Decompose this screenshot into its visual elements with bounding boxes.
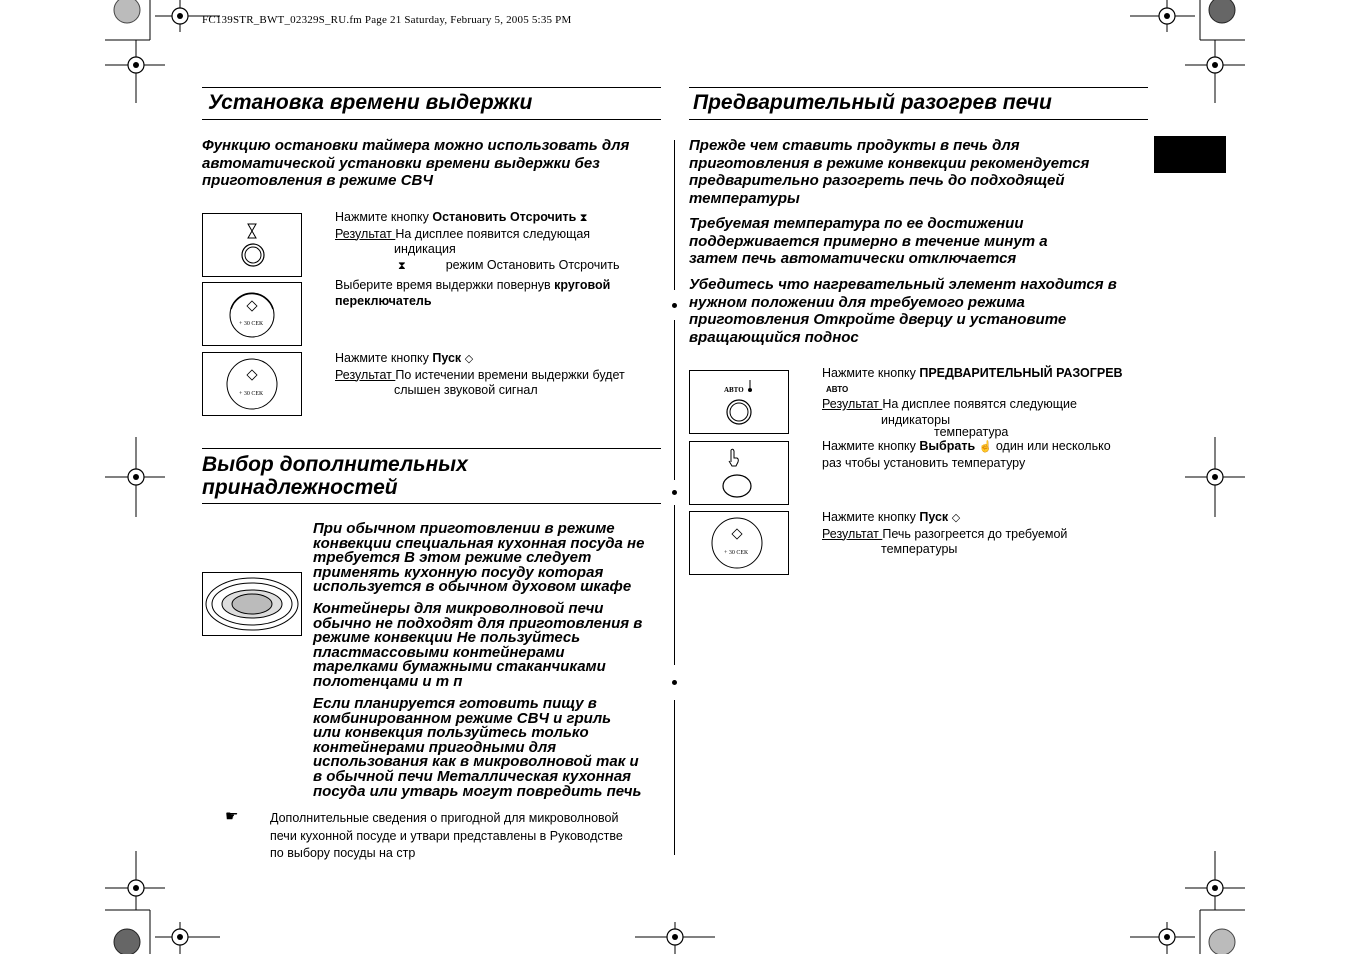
preheat-section-title: Предварительный разогрев печи <box>693 91 1052 114</box>
stop-timer-button-illustration <box>202 213 302 277</box>
select-button-illustration <box>689 441 789 505</box>
timer-step-3: Нажмите кнопку Пуск ◇ Результат По истечении времени выдержки будет слышен звуковой сигнал <box>335 351 625 397</box>
center-dot <box>672 303 677 308</box>
auto-label: АВТО <box>724 386 744 394</box>
accessories-para-1: При обычном приготовлении в режиме конвекции специальная кухонная посуда не требуется В этом режиме следует применять кухонную посуду которая используется в обычном духовом шкафе <box>313 520 645 596</box>
timer-intro: Функцию остановки таймера можно использовать для автоматической установки времени выдержки без приготовления в режиме СВЧ <box>202 137 630 190</box>
hourglass-icon <box>203 214 301 276</box>
turntable-icon <box>203 573 301 635</box>
page-tab <box>1154 136 1226 173</box>
start-button-illustration <box>202 352 302 416</box>
preheat-temp-label: температура <box>934 425 1009 439</box>
hourglass-icon: ⧗ <box>398 259 406 272</box>
preheat-intro-3: Убедитесь что нагревательный элемент находится в нужном положении для требуемого режима приготовления Откройте дверцу и установите вращающийся поднос <box>689 276 1117 346</box>
accessories-para-3: Если планируется готовить пищу в комбинированном режиме СВЧ и гриль или конвекция пользуйтесь только контейнерами пригодными для использования как в микроволновой так и в обычной печи Металлическая кухонная посуда или утварь могут повредить печь <box>313 695 642 800</box>
start-label: + 30 СЕК <box>724 550 749 556</box>
section-rule <box>202 503 661 504</box>
column-divider <box>674 505 675 665</box>
start-icon <box>203 353 301 415</box>
preheat-step-3: Нажмите кнопку Пуск ◇ Результат Печь разогреется до требуемой температуры <box>822 510 1068 556</box>
preheat-step-2: Нажмите кнопку Выбрать ☝ один или несколько раз чтобы установить температуру <box>822 439 1111 470</box>
start-icon: ◇ <box>951 512 961 524</box>
column-divider <box>674 140 675 290</box>
pointing-hand-icon: ☛ <box>225 808 239 825</box>
preheat-start-illustration <box>689 511 789 575</box>
timer-section-title: Установка времени выдержки <box>208 91 533 114</box>
start-icon: ◇ <box>464 353 474 365</box>
section-rule <box>202 448 661 449</box>
turntable-illustration <box>202 572 302 636</box>
dial-icon <box>203 283 301 345</box>
section-rule <box>689 87 1148 88</box>
preheat-intro-1: Прежде чем ставить продукты в печь для приготовления в режиме конвекции рекомендуется предварительно разогреть печь до подходящей температуры <box>689 137 1090 207</box>
timer-step-2: Выберите время выдержки повернув круговой переключатель <box>335 278 611 308</box>
auto-indicator: АВТО <box>826 384 849 394</box>
start-icon <box>690 512 788 574</box>
hand-select-icon: ☝ <box>978 441 993 453</box>
preheat-intro-2: Требуемая температура по ее достижении поддерживается примерно в течение минут а затем печь автоматически отключается <box>689 215 1048 268</box>
accessories-note: Дополнительные сведения о пригодной для микроволновой печи кухонной посуде и утвари представлены в Руководстве по выбору посуды на стр <box>270 811 623 860</box>
center-dot <box>672 490 677 495</box>
preheat-button-illustration <box>689 370 789 434</box>
column-divider <box>674 700 675 855</box>
hourglass-icon: ⧗ <box>579 212 588 224</box>
accessories-section-title: Выбор дополнительных принадлежностей <box>202 453 468 499</box>
hand-select-icon <box>690 442 788 504</box>
section-rule <box>202 87 661 88</box>
timer-step-1: Нажмите кнопку Остановить Отсрочить ⧗ Результат На дисплее появится следующая индикация ⧗ режим Остановить Отсрочить <box>335 210 655 274</box>
section-rule <box>689 119 1148 120</box>
preheat-step-1: Нажмите кнопку ПРЕДВАРИТЕЛЬНЫЙ РАЗОГРЕВ АВТО Результат На дисплее появятся следующие индикаторы <box>822 366 1123 427</box>
section-rule <box>202 119 661 120</box>
dial-illustration <box>202 282 302 346</box>
file-header: FC139STR_BWT_02329S_RU.fm Page 21 Saturday, February 5, 2005 5:35 PM <box>202 14 572 26</box>
column-divider <box>674 320 675 480</box>
start-label: + 30 СЕК <box>239 391 264 397</box>
dial-label: + 30 СЕК <box>239 321 264 327</box>
accessories-para-2: Контейнеры для микроволновой печи обычно не подходят для приготовления в режиме конвекции Не пользуйтесь пластмассовыми контейнерами тарелками бумажными стаканчиками полотенцами и т п <box>313 600 643 690</box>
auto-preheat-icon <box>690 371 788 433</box>
